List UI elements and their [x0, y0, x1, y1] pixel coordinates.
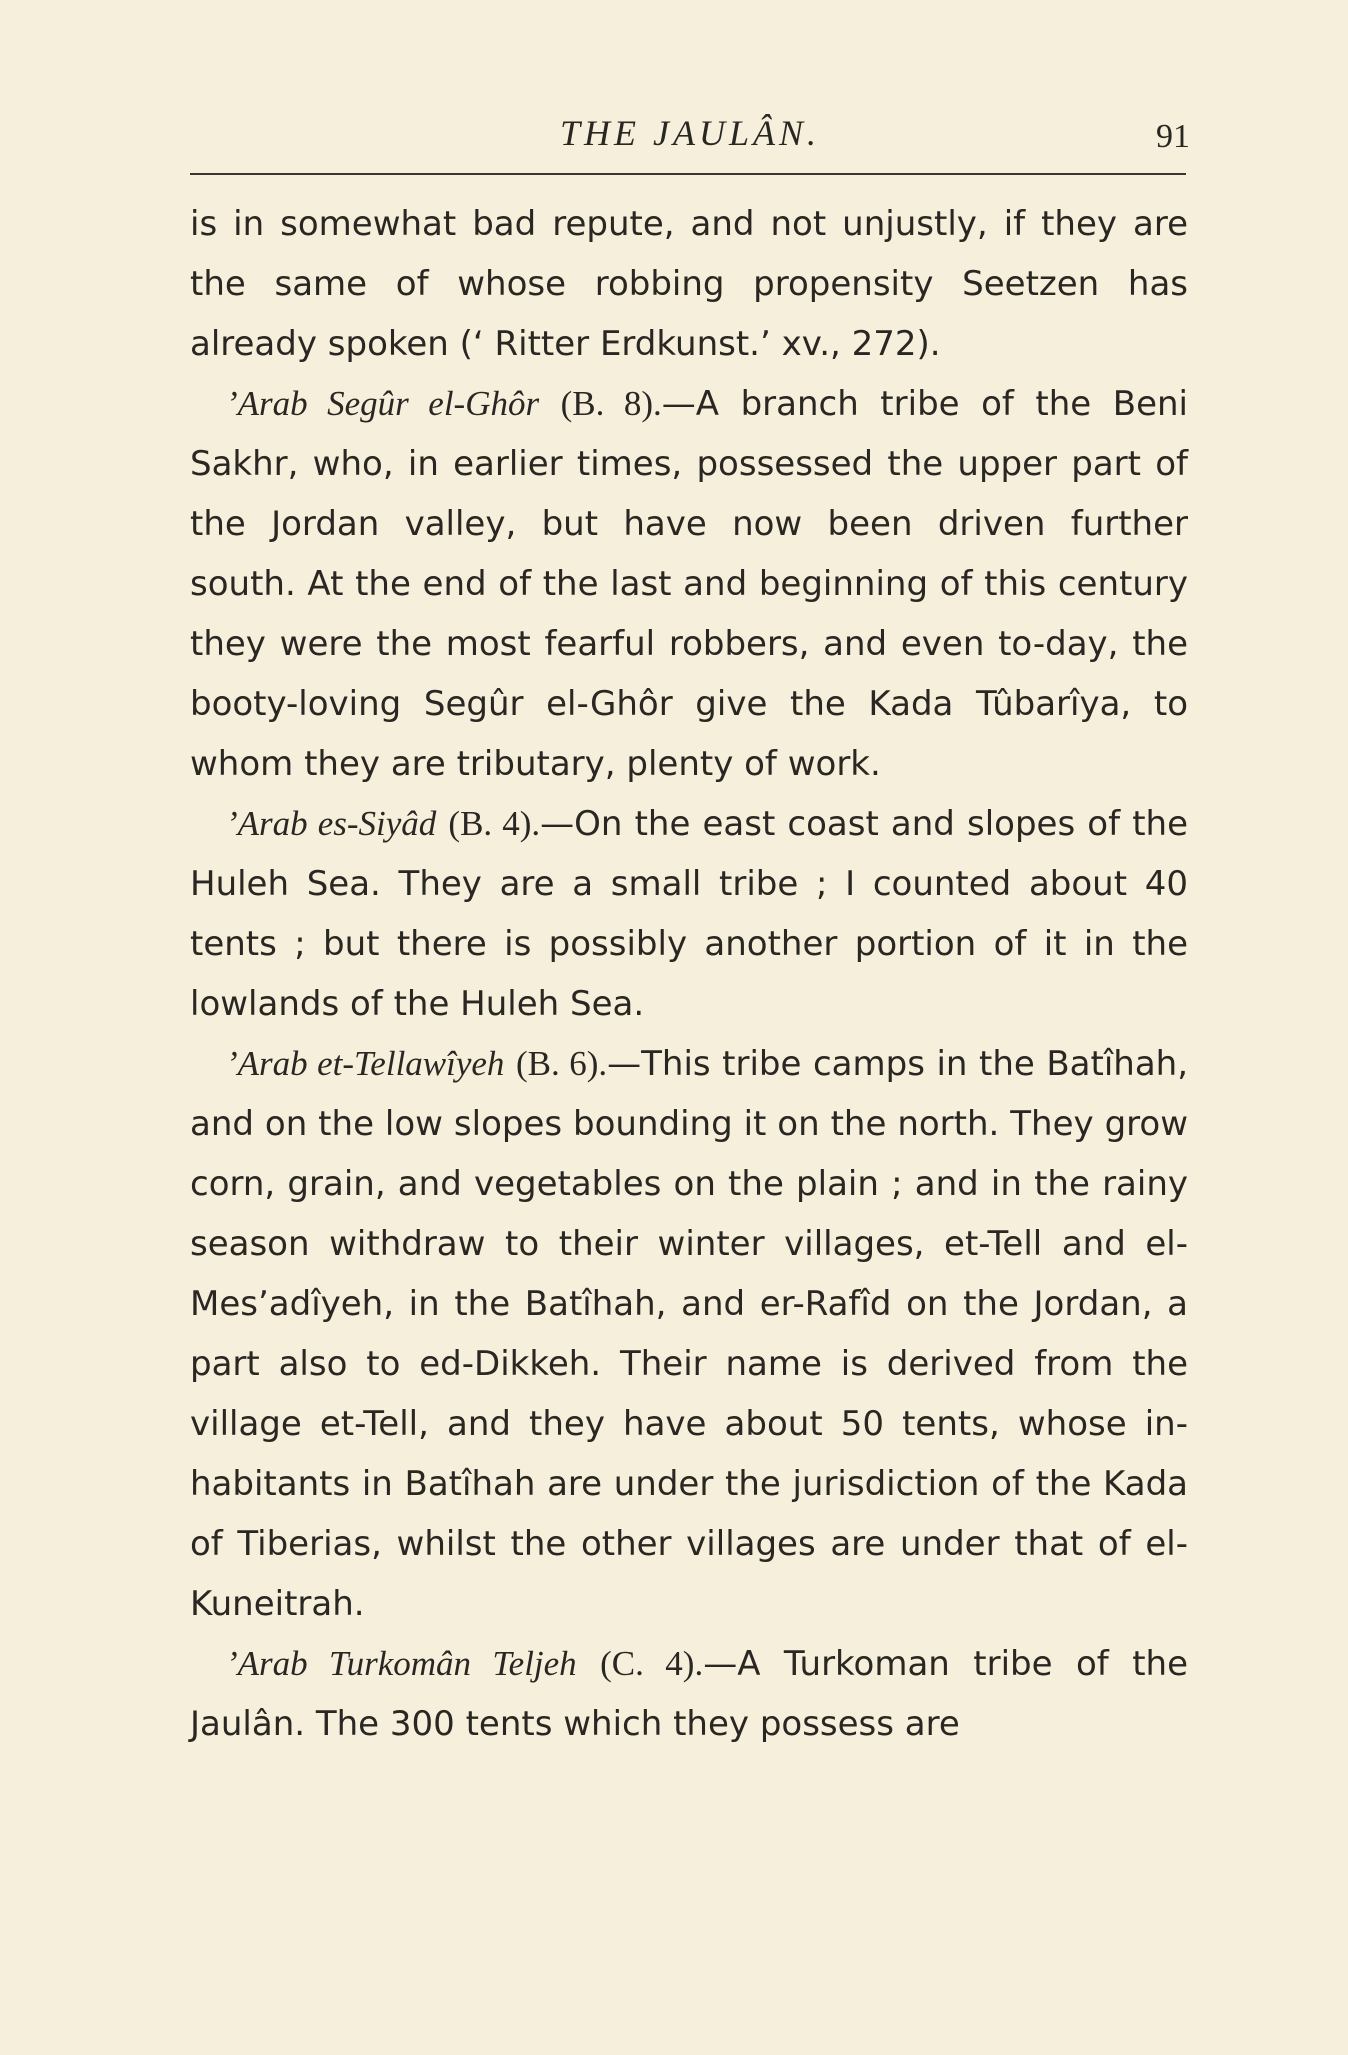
map-reference: (B. 6). — [515, 1044, 608, 1083]
entry-es-siyad — [190, 794, 1188, 1034]
entry-text: —A Turkoman tribe of the Jaulân. The 300 tents which they possess are — [190, 1644, 1189, 1744]
entry-segur-el-ghor — [190, 374, 1188, 794]
tribe-name: ’Arab es-Siyâd — [226, 804, 437, 843]
page-number: 91 — [1156, 118, 1190, 155]
running-head — [190, 108, 1190, 158]
map-reference: (C. 4). — [600, 1644, 704, 1683]
tribe-name: ’Arab et-Tellawîyeh — [226, 1044, 505, 1083]
paragraph-text: is in somewhat bad repute, and not unjustly, if they are the same of whose robbing propensity Seetzen has already spoken (‘ Ritter Erdkunst.’ xv., 272). — [190, 204, 1188, 364]
entry-text: —On the east coast and slopes of the Huleh Sea. They are a small tribe ; I counted about 40 tents ; but there is possibly another portion of it in the lowlands of the Huleh Sea. — [190, 804, 1189, 1024]
paragraph-continuation — [190, 194, 1188, 374]
header-rule — [190, 173, 1186, 175]
entry-turkoman-teljeh — [190, 1634, 1188, 1754]
tribe-name: ’Arab Turkomân Teljeh — [226, 1644, 577, 1683]
map-reference: (B. 4). — [448, 804, 541, 843]
entry-text: —A branch tribe of the Beni Sakhr, who, in earlier times, possessed the upper part of the Jordan valley, but have now been driven further south. At the end of the last and beginning of this century they were the most fearful robbers, and even to-day, the booty-loving Segûr el-Ghôr give the Kada Tûbarîya, to whom they are tributary, plenty of work. — [190, 384, 1188, 784]
tribe-name: ’Arab Segûr el-Ghôr — [226, 384, 540, 423]
map-reference: (B. 8). — [560, 384, 662, 423]
entry-text: —This tribe camps in the Batîhah, and on the low slopes bounding it on the north. They grow corn, grain, and vegetables on the plain ; and in the rainy season withdraw to their winter villages, et-Tell and el-Mes’adîyeh, in the Batîhah, and er-Rafîd on the Jordan, a part also to ed-Dikkeh. Their name is derived from the village et-Tell, and they have about 50 tents, whose in-habitants in Batîhah are under the jurisdiction of the Kada of Tiberias, whilst the other villages are under that of el-Kuneitrah. — [190, 1044, 1189, 1624]
entry-et-tellawiyeh — [190, 1034, 1188, 1634]
running-title: THE JAULÂN. — [560, 113, 820, 153]
body-text — [190, 194, 1188, 1754]
